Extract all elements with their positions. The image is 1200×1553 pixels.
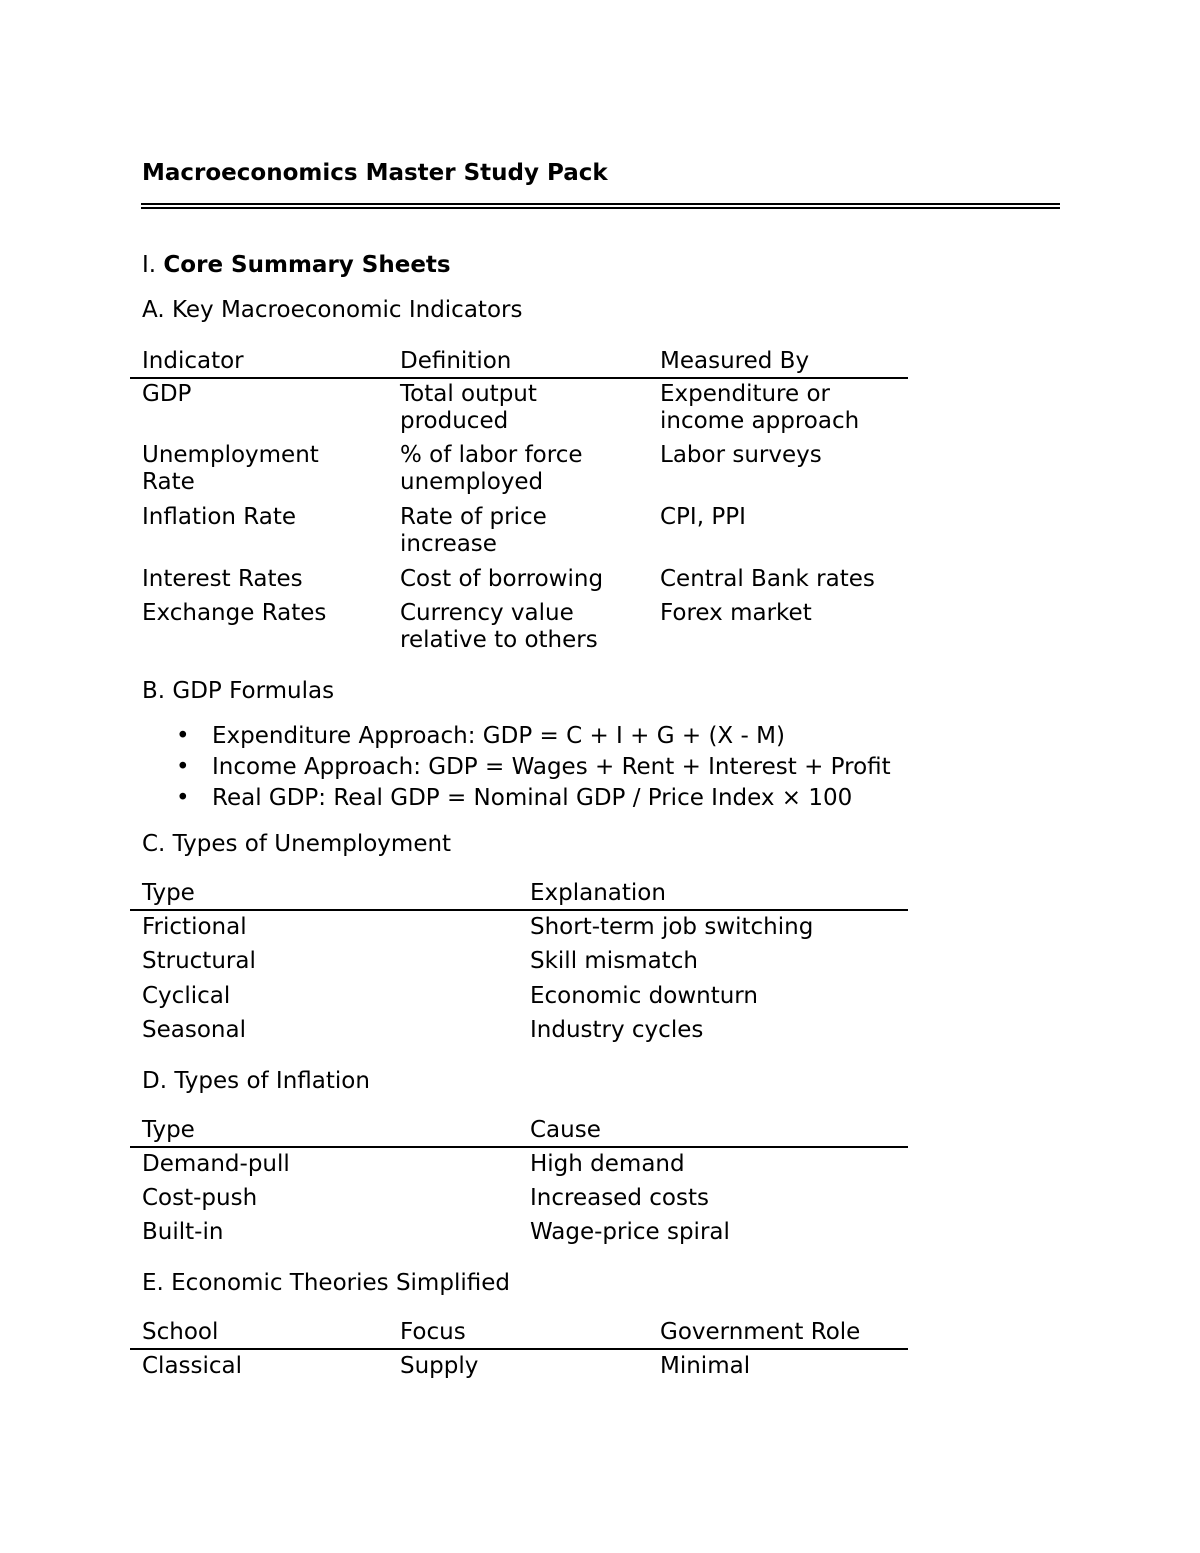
formula-text: Real GDP: Real GDP = Nominal GDP / Price Index × 100 [212, 785, 853, 811]
bullet-icon: • [176, 785, 190, 811]
table-row [130, 1183, 908, 1217]
table-row [130, 911, 908, 946]
formula-text: Income Approach: GDP = Wages + Rent + Interest + Profit [212, 754, 891, 780]
indicators-table [130, 344, 908, 662]
table-cell: Cyclical [142, 983, 231, 1009]
table-cell: Wage-price spiral [530, 1219, 730, 1245]
table-row [130, 600, 908, 662]
column-header: Explanation [530, 880, 666, 906]
column-header: Cause [530, 1117, 601, 1143]
table-row [130, 981, 908, 1015]
table-row [130, 1148, 908, 1183]
table-cell: Skill mismatch [530, 948, 698, 974]
table-cell: GDP [142, 381, 192, 407]
table-header [130, 1315, 908, 1350]
theories-table [130, 1315, 908, 1385]
table-cell: Labor surveys [660, 442, 822, 468]
table-row [130, 504, 908, 566]
list-item [142, 753, 891, 784]
table-cell: Industry cycles [530, 1017, 704, 1043]
list-item [142, 784, 891, 815]
table-row [130, 1217, 908, 1251]
table-cell: Exchange Rates [142, 600, 327, 626]
table-cell: Inflation Rate [142, 504, 297, 530]
table-cell: Central Bank rates [660, 566, 875, 592]
column-header: Definition [400, 348, 512, 374]
gdp-formula-list [142, 722, 891, 815]
table-cell: Increased costs [530, 1185, 709, 1211]
table-row [130, 566, 908, 600]
table-cell: Short-term job switching [530, 914, 814, 940]
table-cell: Cost-push [142, 1185, 258, 1211]
table-cell: Classical [142, 1353, 243, 1379]
column-header: Focus [400, 1319, 466, 1345]
table-cell: Minimal [660, 1353, 751, 1379]
table-cell: Structural [142, 948, 256, 974]
column-header: Indicator [142, 348, 244, 374]
unemployment-heading: C. Types of Unemployment [142, 831, 452, 857]
table-cell: Cost of borrowing [400, 566, 604, 592]
column-header: Measured By [660, 348, 810, 374]
table-cell: Currency value relative to others [400, 600, 598, 653]
table-header [130, 1113, 908, 1148]
table-cell: Rate of price increase [400, 504, 547, 557]
theories-heading: E. Economic Theories Simplified [142, 1270, 510, 1296]
title-double-rule [141, 203, 1060, 209]
table-row [130, 442, 908, 504]
table-cell: % of labor force unemployed [400, 442, 583, 495]
table-row [130, 379, 908, 442]
column-header: Government Role [660, 1319, 861, 1345]
column-header: Type [142, 1117, 195, 1143]
column-header: Type [142, 880, 195, 906]
table-row [130, 946, 908, 981]
table-cell: Interest Rates [142, 566, 303, 592]
section-title: Core Summary Sheets [163, 252, 451, 278]
formula-text: Expenditure Approach: GDP = C + I + G + (X - M) [212, 723, 785, 749]
table-row [130, 1015, 908, 1049]
indicators-heading: A. Key Macroeconomic Indicators [142, 297, 523, 323]
inflation-heading: D. Types of Inflation [142, 1068, 370, 1094]
unemployment-table [130, 876, 908, 1049]
table-cell: Economic downturn [530, 983, 758, 1009]
bullet-icon: • [176, 754, 190, 780]
gdp-formulas-heading: B. GDP Formulas [142, 678, 335, 704]
table-cell: Seasonal [142, 1017, 246, 1043]
table-cell: Forex market [660, 600, 812, 626]
table-header [130, 876, 908, 911]
table-cell: High demand [530, 1151, 685, 1177]
inflation-table [130, 1113, 908, 1251]
table-cell: Unemployment Rate [142, 442, 319, 495]
table-cell: Built-in [142, 1219, 224, 1245]
bullet-icon: • [176, 723, 190, 749]
table-row [130, 1350, 908, 1385]
section-prefix: I. [142, 252, 157, 278]
table-cell: Total output produced [400, 381, 537, 434]
list-item [142, 722, 891, 753]
table-cell: Supply [400, 1353, 479, 1379]
table-cell: CPI, PPI [660, 504, 746, 530]
table-header [130, 344, 908, 379]
section-heading-core [142, 250, 451, 280]
document-title: Macroeconomics Master Study Pack [142, 160, 608, 186]
table-cell: Expenditure or income approach [660, 381, 860, 434]
table-cell: Frictional [142, 914, 247, 940]
column-header: School [142, 1319, 219, 1345]
table-cell: Demand-pull [142, 1151, 290, 1177]
